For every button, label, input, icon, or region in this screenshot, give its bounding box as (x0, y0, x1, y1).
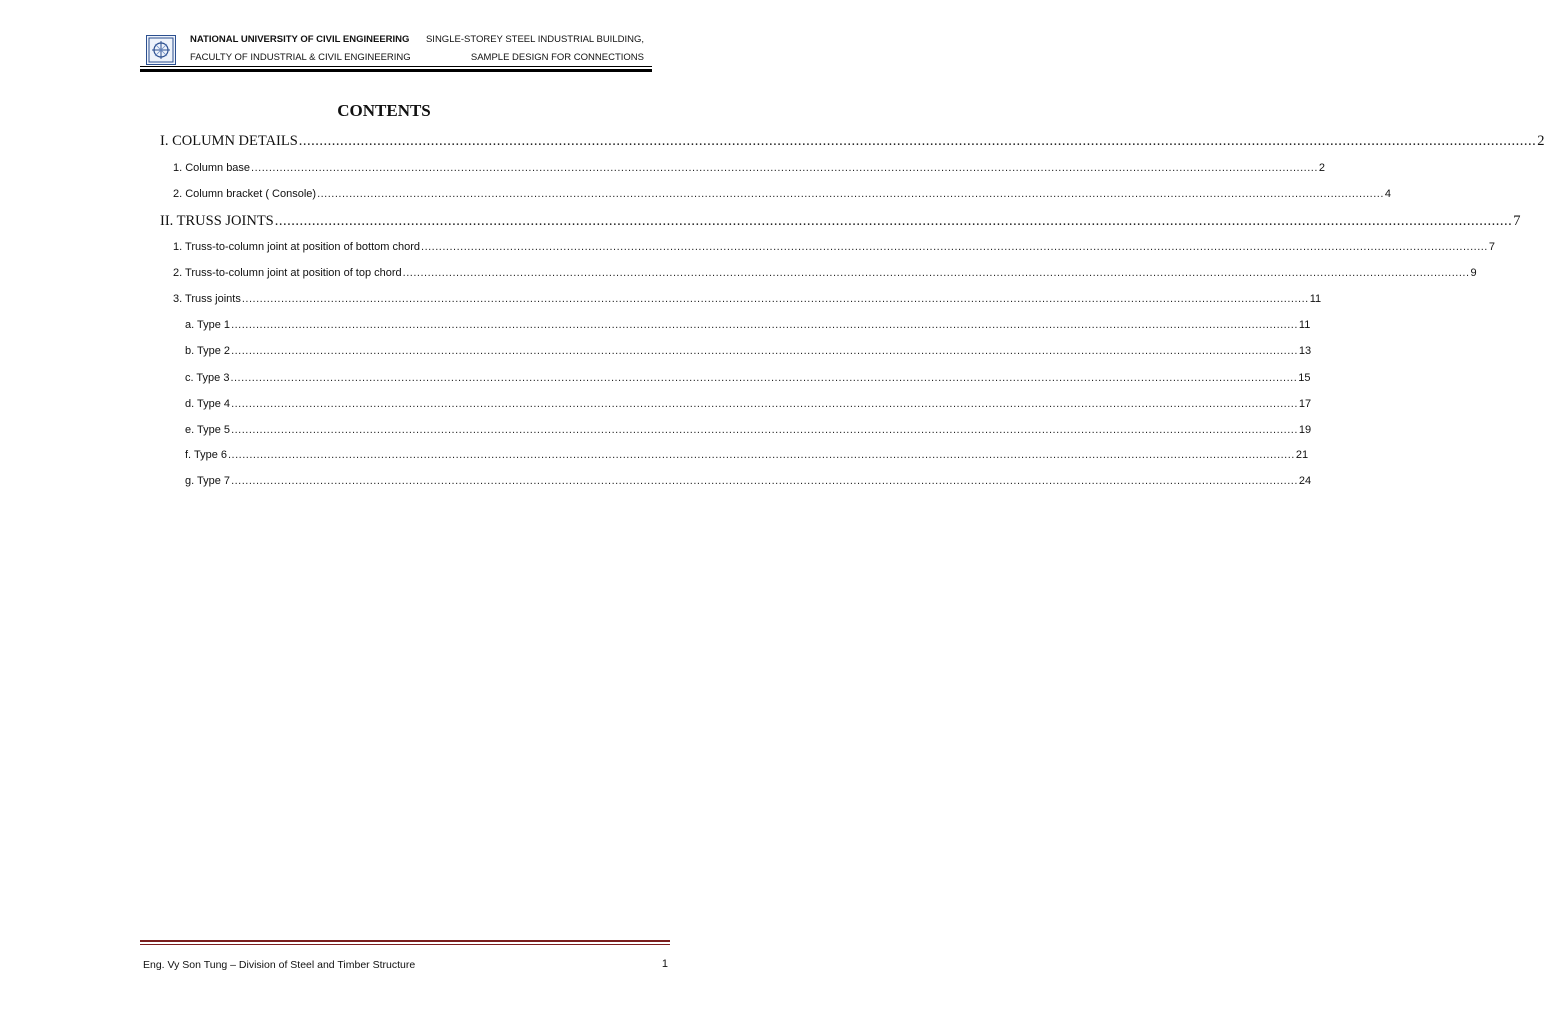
toc-entry-page: 11 (1298, 319, 1311, 331)
toc-entry-label: a. Type 1 (185, 319, 231, 331)
toc-dot-leader: ............................................................................................................................................................................................................................................................................................................ (231, 345, 1298, 357)
toc-entry-label: 2. Truss-to-column joint at position of top chord (173, 267, 402, 279)
toc-entry-label: d. Type 4 (185, 398, 231, 410)
toc-entry[interactable] (185, 372, 1311, 384)
toc-entry-label: II. TRUSS JOINTS (160, 213, 274, 229)
toc-entry-page: 7 (1488, 241, 1495, 253)
toc-entry-page: 4 (1384, 188, 1392, 200)
toc-entry[interactable] (185, 398, 1312, 410)
toc-dot-leader: ............................................................................................................................................................................................................................................................................................................ (274, 213, 1513, 229)
header-project-subtitle: SAMPLE DESIGN FOR CONNECTIONS (470, 52, 644, 63)
header-university: NATIONAL UNIVERSITY OF CIVIL ENGINEERING (190, 34, 410, 45)
toc-entry-label: I. COLUMN DETAILS (160, 133, 298, 149)
toc-dot-leader: ............................................................................................................................................................................................................................................................................................................ (241, 293, 1309, 305)
toc-entry[interactable] (185, 424, 1312, 436)
footer-author: Eng. Vy Son Tung – Division of Steel and Timber Structure (143, 959, 416, 971)
toc-dot-leader: ............................................................................................................................................................................................................................................................................................................ (421, 241, 1488, 253)
toc-entry-page: 24 (1298, 475, 1312, 487)
toc-entry-page: 9 (1470, 267, 1477, 279)
toc-entry[interactable] (173, 162, 1326, 174)
toc-entry[interactable] (185, 449, 1309, 461)
header-faculty: FACULTY OF INDUSTRIAL & CIVIL ENGINEERING (190, 52, 411, 63)
footer-page-number: 1 (661, 958, 668, 970)
toc-dot-leader: ............................................................................................................................................................................................................................................................................................................ (402, 267, 1470, 279)
toc-section-entry[interactable] (160, 213, 1521, 230)
toc-entry-label: b. Type 2 (185, 345, 231, 357)
toc-entry-label: c. Type 3 (185, 372, 230, 384)
toc-entry-page: 11 (1309, 293, 1322, 305)
toc-entry[interactable] (173, 188, 1392, 200)
toc-dot-leader: ............................................................................................................................................................................................................................................................................................................ (228, 449, 1295, 461)
toc-entry-label: 2. Column bracket ( Console) (173, 188, 317, 200)
toc-entry-page: 15 (1298, 372, 1311, 384)
toc-entry-label: g. Type 7 (185, 475, 231, 487)
toc-entry-page: 2 (1537, 133, 1545, 149)
header-divider-thick (140, 69, 652, 72)
footer-divider-thin (140, 944, 670, 945)
toc-entry-page: 13 (1298, 345, 1312, 357)
toc-entry-label: 1. Truss-to-column joint at position of bottom chord (173, 241, 421, 253)
university-logo-icon (146, 35, 176, 65)
toc-section-entry[interactable] (160, 133, 1545, 150)
toc-entry-label: 3. Truss joints (173, 293, 241, 305)
toc-entry-label: e. Type 5 (185, 424, 231, 436)
toc-entry-label: 1. Column base (173, 162, 251, 174)
toc-dot-leader: ............................................................................................................................................................................................................................................................................................................ (231, 424, 1298, 436)
page-title: CONTENTS (337, 101, 431, 120)
toc-dot-leader: ............................................................................................................................................................................................................................................................................................................ (231, 398, 1298, 410)
toc-dot-leader: ............................................................................................................................................................................................................................................................................................................ (230, 372, 1298, 384)
toc-entry[interactable] (185, 319, 1311, 331)
toc-entry[interactable] (185, 345, 1312, 357)
toc-dot-leader: ............................................................................................................................................................................................................................................................................................................ (231, 319, 1298, 331)
toc-entry[interactable] (173, 241, 1495, 253)
header-divider-thin (140, 66, 652, 67)
toc-dot-leader: ............................................................................................................................................................................................................................................................................................................ (298, 133, 1537, 149)
toc-entry-page: 17 (1298, 398, 1312, 410)
toc-entry[interactable] (173, 267, 1477, 279)
toc-entry-page: 7 (1513, 213, 1521, 229)
toc-dot-leader: ............................................................................................................................................................................................................................................................................................................ (317, 188, 1384, 200)
toc-dot-leader: ............................................................................................................................................................................................................................................................................................................ (251, 162, 1318, 174)
toc-entry-page: 21 (1295, 449, 1309, 461)
page-header (140, 30, 652, 74)
toc-entry[interactable] (185, 475, 1312, 487)
toc-entry-page: 2 (1318, 162, 1326, 174)
header-project-title: SINGLE-STOREY STEEL INDUSTRIAL BUILDING, (425, 34, 644, 45)
footer-divider-thick (140, 940, 670, 942)
toc-entry[interactable] (173, 293, 1322, 305)
toc-dot-leader: ............................................................................................................................................................................................................................................................................................................ (231, 475, 1298, 487)
toc-entry-page: 19 (1298, 424, 1312, 436)
toc-entry-label: f. Type 6 (185, 449, 227, 461)
